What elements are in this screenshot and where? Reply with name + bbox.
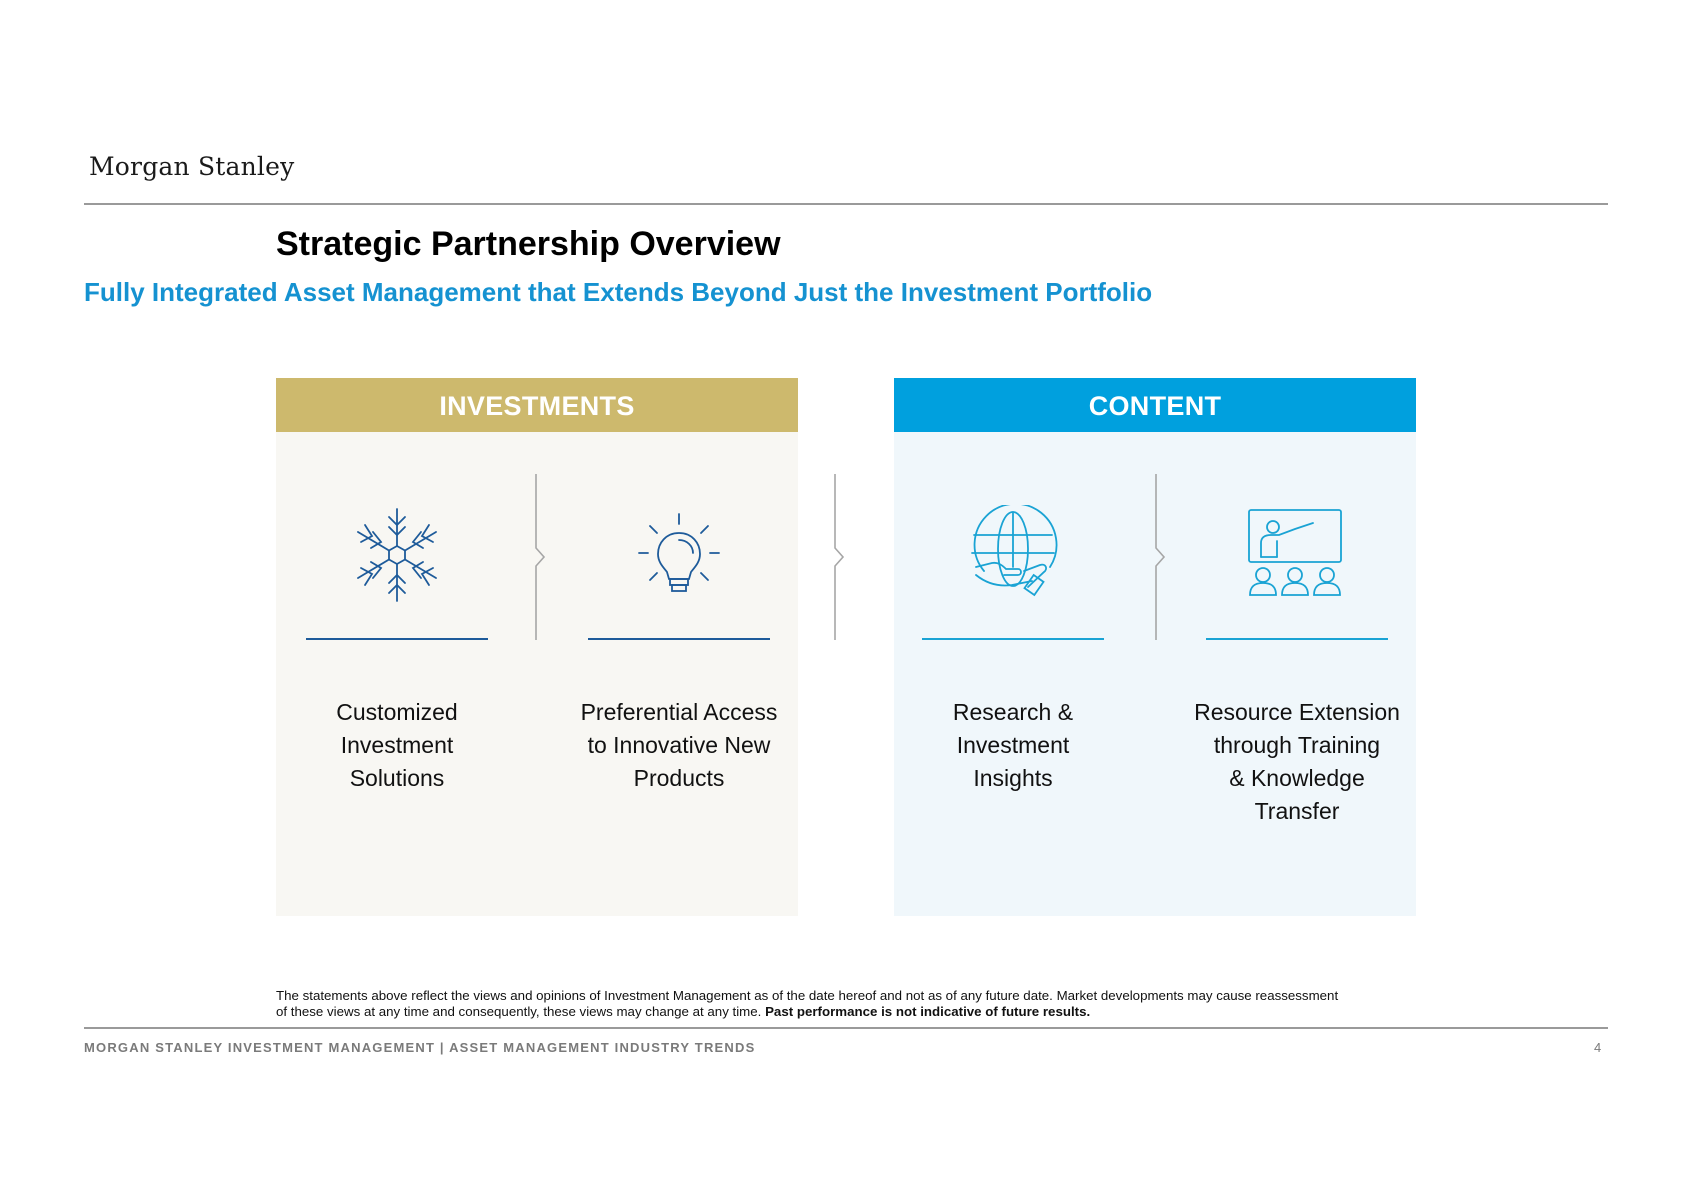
globe-hand-icon: [962, 505, 1062, 605]
label-line: to Innovative New: [587, 732, 771, 758]
label-line: Transfer: [1254, 798, 1340, 824]
disclaimer-bold: Past performance is not indicative of future results.: [765, 1004, 1091, 1019]
item-underline: [588, 638, 770, 640]
disclaimer-text: of these views at any time and consequently, these views may change at any time.: [276, 1004, 762, 1019]
item-label-preferential-access: [559, 696, 799, 795]
label-line: Resource Extension: [1194, 699, 1400, 725]
page-title: Strategic Partnership Overview: [276, 225, 781, 263]
investments-panel: [276, 378, 798, 916]
morgan-stanley-logo: Morgan Stanley: [89, 152, 295, 181]
label-line: & Knowledge: [1229, 765, 1365, 791]
footer-divider: [84, 1027, 1608, 1029]
disclaimer: [276, 988, 1426, 1020]
label-line: through Training: [1213, 732, 1381, 758]
content-heading: CONTENT: [894, 378, 1416, 432]
label-line: Solutions: [349, 765, 445, 791]
disclaimer-line-1: The statements above reflect the views and opinions of Investment Management as of the date hereof and not as of any future date. Market developments may cause reassessment: [276, 988, 1339, 1003]
label-line: Products: [633, 765, 725, 791]
snowflake-icon: [347, 505, 447, 605]
chevron-divider: [1154, 474, 1170, 640]
page-number: 4: [1594, 1040, 1602, 1055]
chevron-divider: [833, 474, 849, 640]
item-label-resource-extension: [1177, 696, 1417, 828]
lightbulb-icon: [629, 505, 729, 605]
footer-text: MORGAN STANLEY INVESTMENT MANAGEMENT | ASSET MANAGEMENT INDUSTRY TRENDS: [84, 1040, 756, 1055]
label-line: Preferential Access: [580, 699, 778, 725]
item-underline: [1206, 638, 1388, 640]
item-label-research-insights: [893, 696, 1133, 795]
header-divider: [84, 203, 1608, 205]
label-line: Research &: [952, 699, 1074, 725]
item-underline: [922, 638, 1104, 640]
page-subtitle: Fully Integrated Asset Management that Extends Beyond Just the Investment Portfolio: [84, 277, 1153, 307]
chevron-divider: [534, 474, 550, 640]
training-presentation-icon: [1243, 505, 1343, 605]
label-line: Investment: [340, 732, 454, 758]
investments-heading: INVESTMENTS: [276, 378, 798, 432]
label-line: Investment: [956, 732, 1070, 758]
label-line: Customized: [336, 699, 458, 725]
item-label-customized-investment-solutions: [277, 696, 517, 795]
disclaimer-line-2: [276, 1004, 1426, 1020]
item-underline: [306, 638, 488, 640]
content-panel: [894, 378, 1416, 916]
label-line: Insights: [973, 765, 1053, 791]
